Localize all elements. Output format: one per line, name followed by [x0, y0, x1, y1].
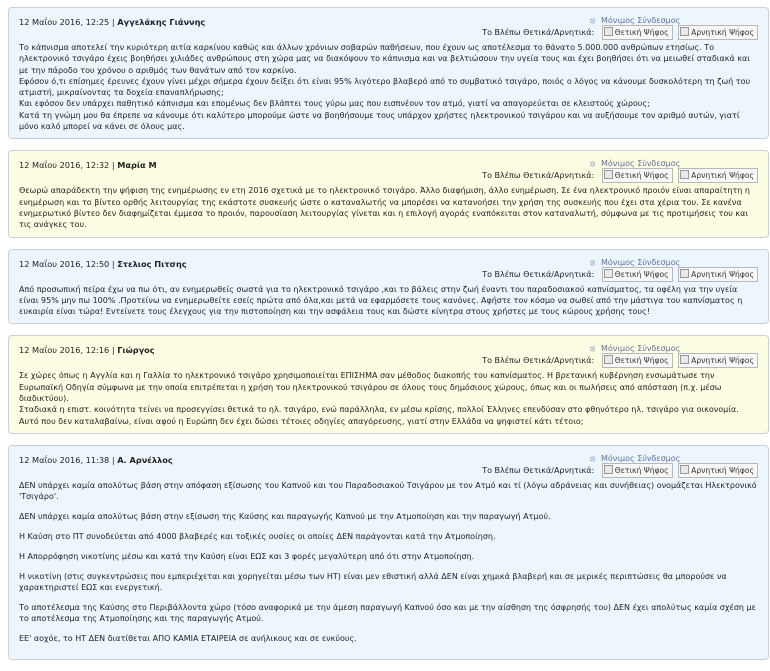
comment-paragraph: ΔΕΝ υπάρχει καμία απολύτως βάση στην απόφαση εξίσωσης του Καπνού και του Παραδοσιακού Τσιγάρου με τον Ατμό και τί (λόγω αδράνειας και συνήθειας) ονομάζεται Ηλεκτρονικό 'Τσιγάρο'.	[19, 480, 757, 502]
negative-vote-label: Αρνητική Ψήφος	[691, 465, 754, 475]
broken-image-icon	[680, 170, 689, 179]
positive-vote-label: Θετική Ψήφος	[614, 171, 669, 181]
comment-paragraph: Η νικοτίνη (στις συγκεντρώσεις που εμπεριέχεται και χορηγείται μέσω των ΗΤ) είναι μεν εθιστική αλλά ΔΕΝ είναι χημικά βλαβερή και σε μερικές περιπτώσεις θα μπορούσε να χαρακτηριστεί ΕΩΣ και ενεργετική.	[19, 571, 727, 593]
comment-actions	[458, 16, 758, 44]
votes-label: Το Βλέπω Θετικά/Αρνητικά:	[482, 269, 595, 279]
votes-row	[482, 25, 758, 41]
broken-image-icon	[604, 269, 613, 278]
votes-row	[482, 168, 758, 184]
comment-date: 12 Μαΐου 2016, 12:32	[19, 160, 110, 171]
comment-header	[17, 342, 760, 368]
positive-vote-label: Θετική Ψήφος	[614, 269, 669, 279]
broken-image-icon	[604, 27, 613, 36]
comment-actions	[458, 258, 758, 286]
comment-paragraph: Θεωρώ απαράδεκτη την ψήφιση της ενημέρωσης εν ετη 2016 σχετικά με το ηλεκτρονικό τσιγάρο. Άλλο διαφήμιση, άλλο ενημέρωση. Σε ένα ηλεκτρονικό προιόν είναι απαραίτητη η ενημέρωση και το βίντεο ορθής λειτουργίας της εκάστοτε συσκευής ώστε ο καταναλωτής να μπορέσει να κατανοήσει την χρήση της συσκευής που έχει στα χέρια του. Σε κανένα ενημερωτικό βίντεο δεν διαφημίζεται έμμεσα το προιόν, παρουσίαση λειτουργίας γίνεται και η επιλογή αγοράς εναπόκειται στον καταναλωτή, σύμφωνα με τις προτιμήσεις του και τις ανάγκες του.	[19, 186, 750, 230]
comment-paragraph: Η Καύση στο ΠΤ συνοδεύεται από 4000 βλαβερές και τοξικές ουσίες οι οποίες ΔΕΝ παράγονται κατά την Ατμοποίηση.	[19, 532, 496, 542]
positive-vote-button[interactable]	[602, 353, 673, 368]
comment-author: Στελιος Πιτσης	[117, 258, 187, 269]
negative-vote-label: Αρνητική Ψήφος	[691, 28, 754, 37]
broken-image-icon	[680, 27, 689, 36]
comment-header	[17, 14, 760, 40]
permalink-label: Μόνιμος Σύνδεσμος	[601, 453, 681, 463]
votes-label: Το Βλέπω Θετικά/Αρνητικά:	[482, 356, 595, 366]
comment-date: 12 Μαΐου 2016, 11:38	[19, 454, 110, 465]
comment-paragraph: Από προσωπική πείρα έχω να πω ότι, αν ενημερωθείς σωστά για το ηλεκτρονικό τσιγάρο ,και το βάλεις στην ζωή έναντι του παραδοσιακού καπνίσματος, τα οφέλη για την υγεία είναι 95% μην πω 100% .Προτείνω να ενημερωθείτε εσείς πρώτα από όλα,και μετά να εφαρμόσετε τους κανόνες. Αφήστε τον κόσμο να σωθεί από την μάστιγα του καπνίσματος η ευκαιρία είναι τώρα! Εντείνετε τους έλεγχους για την πιστοποίηση και την ασφάλεια τους και δώστε κίνητρα στους χρήστες με τους κώρους χρήσης τους!	[19, 284, 743, 317]
comment-actions	[458, 159, 758, 187]
link-icon: ⦻	[590, 344, 596, 354]
comment-author: Μαρία Μ	[117, 160, 157, 171]
comment-paragraph: Και εφόσον δεν υπάρχει παθητικό κάπνισμα και επομένως δεν βλάπτει τους γύρω μας που εισπνέουν τον ατμό, γιατί να απαγορεύεται σε κλειστούς χώρους;	[19, 99, 650, 109]
comment-author: Γιώργος	[117, 345, 155, 356]
negative-vote-button[interactable]	[678, 463, 758, 478]
positive-vote-label: Θετική Ψήφος	[614, 356, 669, 366]
comment-author: Αγγελάκης Γιάννης	[117, 17, 206, 27]
broken-image-icon	[604, 170, 613, 179]
votes-row	[482, 353, 758, 369]
broken-image-icon	[680, 269, 689, 278]
comment-body	[17, 478, 760, 645]
positive-vote-button[interactable]	[602, 168, 673, 183]
comment-card	[8, 150, 769, 237]
broken-image-icon	[604, 355, 613, 364]
link-icon: ⦻	[590, 159, 596, 169]
comment-header	[17, 157, 760, 183]
comment-body	[17, 282, 760, 318]
broken-image-icon	[680, 465, 689, 474]
comment-date: 12 Μαΐου 2016, 12:16	[19, 345, 110, 356]
comment-paragraph: Εφόσον ό,τι επίσημες έρευνες έχουν γίνει μέχρι σήμερα έχουν δείξει ότι είναι 95% λιγότερο βλαβερό από το συμβατικό τσιγάρο, ποιός ο λόγος να κάνουμε δυσκολότερη τη ζωή του ατμιστή, μικραίνοντας τα δοχεία επαναπλήρωσης;	[19, 76, 751, 98]
negative-vote-button[interactable]	[678, 353, 758, 368]
positive-vote-button[interactable]	[602, 463, 673, 478]
votes-label: Το Βλέπω Θετικά/Αρνητικά:	[482, 28, 595, 37]
comment-paragraph: ΕΕ' αοχόε, το ΗΤ ΔΕΝ διατίθεται ΑΠΟ ΚΑΜΙΑ ΕΤΑΙΡΕΙΑ σε ανήλικους και σε ενκύους.	[19, 634, 357, 644]
comments-list	[8, 7, 769, 671]
negative-vote-label: Αρνητική Ψήφος	[691, 356, 754, 366]
comment-paragraph: Σε χώρες όπως η Αγγλία και η Γαλλία το ηλεκτρονικό τσιγάρο χρησιμοποιείται ΕΠΙΣΗΜΑ σαν μέθοδος διακοπής του καπνίσματος. Η βρετανική κυβέρνηση ενσωμάτωσε την Ευρωπαϊκή Οδηγία σύμφωνα με την οποία επιτρέπεται η χρήση του ηλεκτρονικού τσιγάρου σε όλους τους δημόσιους χώρους, όπως και οι πωλήσεις από απόσταση (π.χ. μέσω διαδικτύου).	[19, 371, 722, 404]
comment-paragraph: Αυτό που δεν καταλαβαίνω, είναι αφού η Ευρώπη δεν έχει δώσει τέτοιες οδηγίες απαγόρευσης, γιατί στην Ελλάδα να ψηφιστεί κάτι τέτοιο;	[19, 416, 584, 426]
comment-meta: 12 Μαΐου 2016, 12:32 | Μαρία Μ	[19, 160, 157, 171]
positive-vote-button[interactable]	[602, 267, 673, 282]
comment-paragraph: Η Απορρόφηση νικοτίνης μέσω και κατά την Καύση είναι ΕΩΣ και 3 φορές μεγαλύτερη από ότι στην Ατμοποίηση.	[19, 551, 475, 561]
broken-image-icon	[680, 355, 689, 364]
comment-paragraph: Το αποτέλεσμα της Καύσης στο Περιβάλλοντα χώρο (τόσο αναφορικά με την άμεση παραγωγή Καπνού όσο και με την αίσθηση της όσφρησής του) ΔΕΝ έχει απολύτως καμία σχέση με το αποτέλεσμα της Ατμοποίησης και της παραγωγής Ατμού.	[19, 602, 756, 624]
positive-vote-button[interactable]	[602, 25, 673, 40]
comment-paragraph: Το κάπνισμα αποτελεί την κυριότερη αιτία καρκίνου καθώς και άλλων χρόνιων σοβαρών παθήσεων, που έχουν ως αποτέλεσμα το θάνατο 5.000.000 ανθρώπων ετησίως. Το ηλεκτρονικό τσιγάρο έχεις βοηθήσει χιλιάδες ανθρώπους στη χώρα μας να διακόψουν το κάπνισμα και να βελτιώσουν την υγεία τους και έχει βοηθήσει ότι να μειωθεί σταδιακά και με την πάροδο του χρόνου ο αριθμός των θανάτων από τον καρκίνο.	[19, 43, 751, 75]
comment-meta: 12 Μαΐου 2016, 12:50 | Στελιος Πιτσης	[19, 258, 187, 269]
positive-vote-label: Θετική Ψήφος	[614, 28, 669, 37]
comment-author: Α. Αρνέλλος	[117, 454, 173, 465]
comment-card	[8, 249, 769, 325]
link-icon: ⦻	[590, 16, 596, 25]
permalink-label: Μόνιμος Σύνδεσμος	[601, 257, 681, 267]
positive-vote-label: Θετική Ψήφος	[614, 465, 669, 475]
negative-vote-button[interactable]	[678, 25, 758, 40]
comment-actions	[458, 344, 758, 372]
comment-body	[17, 368, 760, 426]
broken-image-icon	[604, 465, 613, 474]
comment-body	[17, 40, 760, 132]
comment-card	[8, 7, 769, 139]
comment-header	[17, 256, 760, 282]
comment-meta: 12 Μαΐου 2016, 11:38 | Α. Αρνέλλος	[19, 454, 173, 465]
comment-card	[8, 445, 769, 660]
negative-vote-button[interactable]	[678, 267, 758, 282]
comment-date: 12 Μαΐου 2016, 12:50	[19, 258, 110, 269]
votes-label: Το Βλέπω Θετικά/Αρνητικά:	[482, 171, 595, 181]
negative-vote-button[interactable]	[678, 168, 758, 183]
comment-card	[8, 335, 769, 433]
votes-row	[482, 267, 758, 283]
comment-paragraph: Σταδιακά η επιστ. κοινότητα τείνει να προσεγγίσει θετικά το ηλ. τσιγάρο, ενώ παράλληλα, εν μέσω κρίσης, πολλοί Έλληνες επενδύσαν στο φθηνότερο ηλ. τσιγάρο για οικονομία.	[19, 405, 739, 415]
negative-vote-label: Αρνητική Ψήφος	[691, 269, 754, 279]
link-icon: ⦻	[590, 257, 596, 267]
permalink-label: Μόνιμος Σύνδεσμος	[601, 344, 681, 354]
permalink-label: Μόνιμος Σύνδεσμος	[601, 16, 681, 25]
link-icon: ⦻	[590, 453, 596, 463]
votes-row	[482, 463, 758, 479]
comment-actions	[458, 454, 758, 482]
comment-meta: 12 Μαΐου 2016, 12:16 | Γιώργος	[19, 345, 155, 356]
negative-vote-label: Αρνητική Ψήφος	[691, 171, 754, 181]
comment-body	[17, 183, 760, 230]
comment-date: 12 Μαΐου 2016, 12:25	[19, 17, 110, 27]
comment-paragraph: Κατά τη γνώμη μου θα έπρεπε να κάνουμε ότι καλύτερο μπορούμε ώστε να βοηθήσουμε τους υπάρχον χρήστες ηλεκτρονικού τσιγάρου και να αυξήσουμε τον αριθμό αυτών, γιατί μόνο καλό μπορεί να κάνει σε όλους μας.	[19, 110, 740, 132]
permalink-label: Μόνιμος Σύνδεσμος	[601, 159, 681, 169]
votes-label: Το Βλέπω Θετικά/Αρνητικά:	[482, 465, 595, 475]
comment-header	[17, 452, 760, 478]
comment-meta: 12 Μαΐου 2016, 12:25 | Αγγελάκης Γιάννης	[19, 17, 206, 27]
comment-paragraph: ΔΕΝ υπάρχει καμία απολύτως βάση στην εξίσωση της Καύσης και παραγωγής Καπνού με την Ατμοποίηση και την παραγωγή Ατμού.	[19, 512, 551, 522]
